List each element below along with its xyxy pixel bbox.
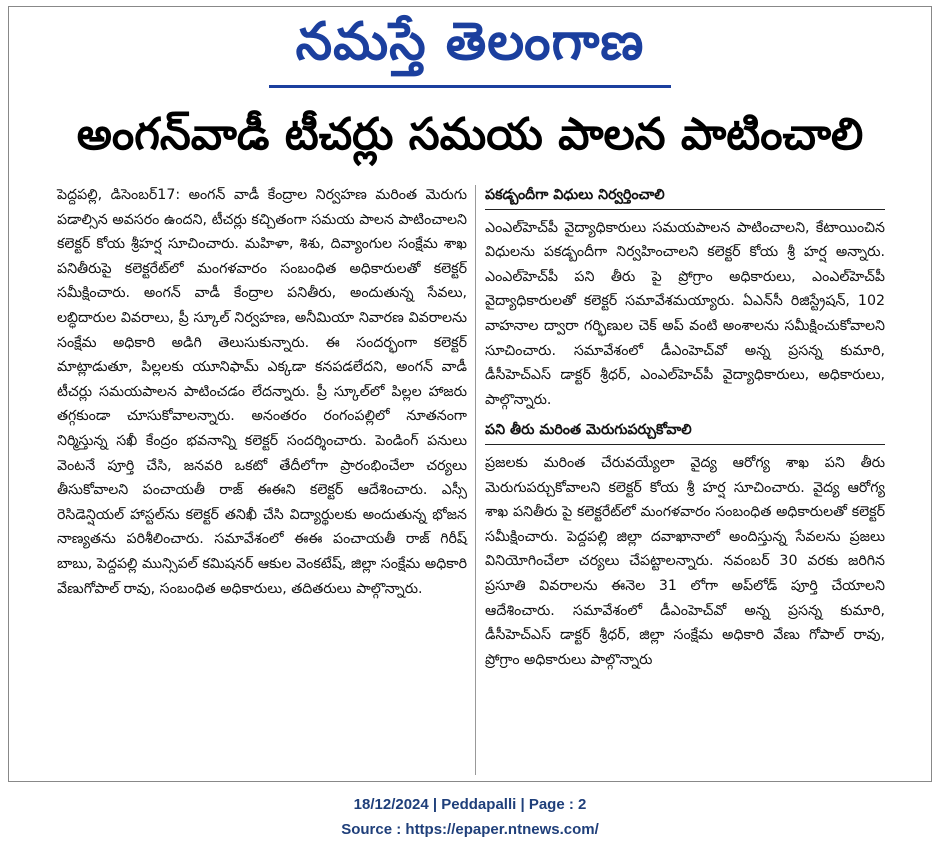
right-column-paragraph-1: ఎంఎల్‌హెచ్‌పీ వైద్యాధికారులు సమయపాలన పాటించాలని, కేటాయించిన విధులను పకడ్బందీగా నిర్వహించాలని కలెక్టర్ కోయ శ్రీ హర్ష అన్నారు. ఎంఎల్‌హెచ్‌పీ పని తీరు పై ప్రోగ్రాం అధికారులు, ఎంఎల్‌హెచ్‌పీ వైద్యాధికారులతో కలెక్టర్ సమావేశమయ్యారు. ఏఎన్‌సీ రిజిస్ట్రేషన్, 102 వాహనాల ద్వారా గర్భిణుల చెక్ అప్ వంటి అంశాలను సమీక్షించుకోవాలని సూచించారు. సమావేశంలో డీఎంహెచ్‌వో అన్న ప్రసన్న కుమారి, డీసీహెచ్‌ఎస్ డాక్టర్ శ్రీధర్, ఎంఎల్‌హెచ్‌పీ వైద్యాధికారులు, అధికారులు, పాల్గొన్నారు.	[485, 219, 885, 408]
left-column-body: పెద్దపల్లి, డిసెంబర్17: అంగన్ వాడీ కేంద్రాల నిర్వహణ మరింత మెరుగు పడాల్సిన అవసరం ఉందని, టీచర్లు కచ్చితంగా సమయ పాలన పాటించాలని కలెక్టర్ కోయ శ్రీహర్ష సూచించారు. మహిళా, శిశు, దివ్యాంగుల సంక్షేమ శాఖ పనితీరుపై కలెక్టరేట్‌లో మంగళవారం సంబంధిత అధికారులతో కలెక్టర్ సమీక్షించారు. అంగన్ వాడీ కేంద్రాల పనితీరు, అందుతున్న సేవలు, లబ్ధిదారుల వివరాలు, ప్రీ స్కూల్ నిర్వహణ, అనీమియా నివారణ వివరాలను సంక్షేమ అధికారి అడిగి తెలుసుకున్నారు. ఈ సందర్భంగా కలెక్టర్ మాట్లాడుతూ, పిల్లలకు యూనిఫామ్ ఎక్కడా కనపడలేదని, అంగన్ వాడీ టీచర్లు సమయపాలన పాటించడం లేదన్నారు. ప్రీ స్కూల్‌లో పిల్లల హాజరు తగ్గకుండా చూసుకోవాలన్నారు. అనంతరం రంగంపల్లిలో నూతనంగా నిర్మిస్తున్న సఖీ కేంద్రం భవనాన్ని కలెక్టర్ సందర్శించారు. పెండింగ్ పనులు వెంటనే పూర్తి చేసి, జనవరి ఒకటో తేదీలోగా ప్రారంభించేలా చర్యలు తీసుకోవాలని పంచాయతీ రాజ్ ఈఈని కలెక్టర్ ఆదేశించారు. ఎస్సీ రెసిడెన్షియల్ హాస్టల్‌ను కలెక్టర్ తనిఖీ చేసి విద్యార్థులకు అందుతున్న భోజన నాణ్యతను పరిశీలించారు. సమావేశంలో ఈఈ పంచాయతీ రాజ్ గిరీష్ బాబు, పెద్దపల్లి మున్సిపల్ కమిషనర్ ఆకుల వెంకటేష్, జిల్లా సంక్షేమ అధికారి వేణుగోపాల్ రావు, సంబంధిత అధికారులు, తదితరులు పాల్గొన్నారు.	[57, 187, 467, 597]
masthead-rule	[269, 85, 671, 88]
column-divider	[475, 185, 476, 775]
source-footer	[0, 792, 940, 842]
newspaper-clipping	[8, 6, 932, 782]
article-headline: అంగన్‌వాడీ టీచర్లు సమయ పాలన పాటించాలి	[76, 109, 864, 160]
right-column	[485, 183, 885, 672]
subheading-1: పకడ్బందీగా విధులు నిర్వర్తించాలి	[485, 183, 885, 210]
footer-source-line: Source : https://epaper.ntnews.com/	[341, 821, 599, 838]
right-column-paragraph-2: ప్రజలకు మరింత చేరువయ్యేలా వైద్య ఆరోగ్య శాఖ పని తీరు మెరుగుపర్చుకోవాలని కలెక్టర్ కోయ శ్రీ హర్ష సూచించారు. వైద్య ఆరోగ్య శాఖ పనితీరు పై కలెక్టరేట్‌లో మంగళవారం సంబంధిత అధికారులతో కలెక్టర్ సమీక్షించారు. పెద్దపల్లి జిల్లా దవాఖానాలో అందిస్తున్న సేవలను ప్రజలు వినియోగించేలా చర్యలు చేపట్టాలన్నారు. నవంబర్ 30 వరకు జరిగిన ప్రసూతి వివరాలను ఈనెల 31 లోగా అప్‌లోడ్ పూర్తి చేయాలని ఆదేశించారు. సమావేశంలో డీఎంహెచ్‌వో అన్న ప్రసన్న కుమారి, డీసీహెచ్‌ఎస్ డాక్టర్ శ్రీధర్, జిల్లా సంక్షేమ అధికారి వేణు గోపాల్ రావు, ప్రోగ్రాం అధికారులు పాల్గొన్నారు	[485, 454, 885, 668]
masthead-logo: నమస్తే తెలంగాణ	[295, 11, 645, 72]
footer-date-line: 18/12/2024 | Peddapalli | Page : 2	[353, 796, 587, 813]
subheading-2: పని తీరు మరింత మెరుగుపర్చుకోవాలి	[485, 418, 885, 445]
left-column	[57, 183, 467, 601]
